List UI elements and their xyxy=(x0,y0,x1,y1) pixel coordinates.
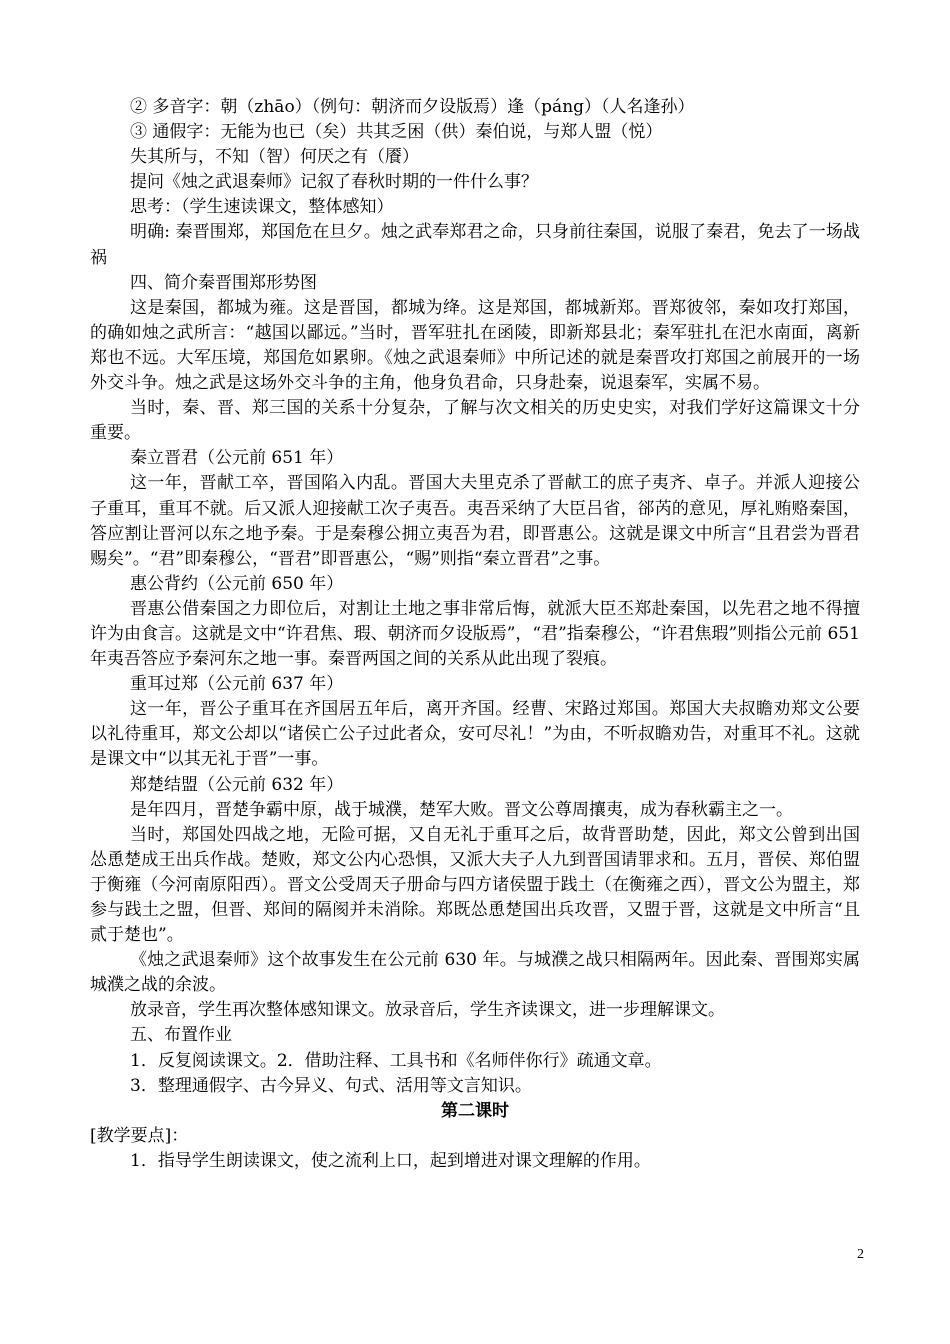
document-body xyxy=(90,95,860,1174)
paragraph: 思考：（学生速读课文，整体感知） xyxy=(130,197,394,218)
page-number: 2 xyxy=(857,1247,864,1262)
section-heading: 四、简介秦晋围郑形势图 xyxy=(130,272,317,293)
subheading: 郑楚结盟（公元前 632 年） xyxy=(130,774,344,795)
paragraph: 这一年，晋献工卒，晋国陷入内乱。晋国大夫里克杀了晋献工的庶子夷齐、卓子。并派人迎接公子重耳，重耳不就。后又派人迎接献工次子夷吾。夷吾采纳了大臣吕省，郤芮的意见，厚礼贿赂秦国，答应割让晋河以东之地予秦。于是秦穆公拥立夷吾为君，即晋惠公。这就是课文中所言“且君尝为晋君赐矣”。“君”即秦穆公，“晋君”即晋惠公，“赐”则指“秦立晋君”之事。 xyxy=(90,473,860,569)
subheading: 重耳过郑（公元前 637 年） xyxy=(130,674,344,695)
paragraph: 明确: 秦晋围郑，郑国危在旦夕。烛之武奉郑君之命，只身前往秦国，说服了秦君，免去了一场战祸 xyxy=(90,222,860,268)
subheading: 惠公背约（公元前 650 年） xyxy=(130,573,344,594)
paragraph: 《烛之武退秦师》这个故事发生在公元前 630 年。与城濮之战只相隔两年。因此秦、晋围郑实属城濮之战的余波。 xyxy=(90,950,860,996)
paragraph: 放录音，学生再次整体感知课文。放录音后，学生齐读课文，进一步理解课文。 xyxy=(130,1000,725,1021)
paragraph: 3．整理通假字、古今异义、句式、活用等文言知识。 xyxy=(130,1075,532,1096)
section-heading: 五、布置作业 xyxy=(130,1025,232,1046)
paragraph: 当时，郑国处四战之地，无险可据，又自无礼于重耳之后，故背晋助楚，因此，郑文公曾到出国怂恿楚成王出兵作战。楚败，郑文公内心恐惧，又派大夫子人九到晋国请罪求和。五月，晋侯、郑伯盟于衡雍（今河南原阳西）。晋文公受周天子册命与四方诸侯盟于践土（在衡雍之西），晋文公为盟主，郑参与践土之盟，但晋、郑间的隔阂并未消除。郑既怂恿楚国出兵攻晋，又盟于晋，这就是文中所言“且贰于楚也”。 xyxy=(90,824,860,946)
paragraph: 晋惠公借秦国之力即位后，对割让土地之事非常后悔，就派大臣丕郑赴秦国，以先君之地不得擅许为由食言。这就是文中“许君焦、瑕、朝济而夕设版焉”，“君”指秦穆公，“许君焦瑕”则指公元前 651 年夷吾答应予秦河东之地一事。秦晋两国之间的关系从此出现了裂痕。 xyxy=(90,598,860,670)
paragraph: 这是秦国，都城为雍。这是晋国，都城为绛。这是郑国，都城新郑。晋郑彼邻，秦如攻打郑国，的确如烛之武所言：“越国以鄙远。”当时，晋军驻扎在函陵，即新郑县北；秦军驻扎在汜水南面，离新郑也不远。大军压境，郑国危如累卵。《烛之武退秦师》中所记述的就是秦晋攻打郑国之前展开的一场外交斗争。烛之武是这场外交斗争的主角，他身负君命，只身赴秦，说退秦军，实属不易。 xyxy=(90,297,860,394)
paragraph: 当时，秦、晋、郑三国的关系十分复杂，了解与次文相关的历史史实，对我们学好这篇课文十分重要。 xyxy=(90,398,860,444)
paragraph: 失其所与，不知（智）何厌之有（餍） xyxy=(130,147,419,168)
paragraph: 这一年，晋公子重耳在齐国居五年后，离开齐国。经曹、宋路过郑国。郑国大夫叔瞻劝郑文公要以礼待重耳，郑文公却以“诸侯亡公子过此者众，安可尽礼！”为由，不听叔瞻劝告，对重耳不礼。这就是课文中“以其无礼于晋”一事。 xyxy=(90,699,860,770)
teaching-point-item: 1．指导学生朗读课文，使之流利上口，起到增进对课文理解的作用。 xyxy=(130,1150,651,1171)
paragraph: ② 多音字：朝（zhāo）（例句：朝济而夕设版焉）逢（páng）（人名逢孙） xyxy=(130,97,695,117)
teaching-points-heading: [教学要点]： xyxy=(90,1125,189,1146)
section-title: 第二课时 xyxy=(441,1100,509,1121)
paragraph: 是年四月，晋楚争霸中原，战于城濮，楚军大败。晋文公尊周攘夷，成为春秋霸主之一。 xyxy=(130,799,793,820)
subheading: 秦立晋君（公元前 651 年） xyxy=(130,448,344,469)
paragraph: ③ 通假字：无能为也已（矣）共其乏困（供）秦伯说，与郑人盟（悦） xyxy=(130,122,663,143)
paragraph: 1．反复阅读课文。2．借助注释、工具书和《名师伴你行》疏通文章。 xyxy=(130,1050,662,1071)
paragraph: 提问《烛之武退秦师》记叙了春秋时期的一件什么事？ xyxy=(130,172,538,193)
